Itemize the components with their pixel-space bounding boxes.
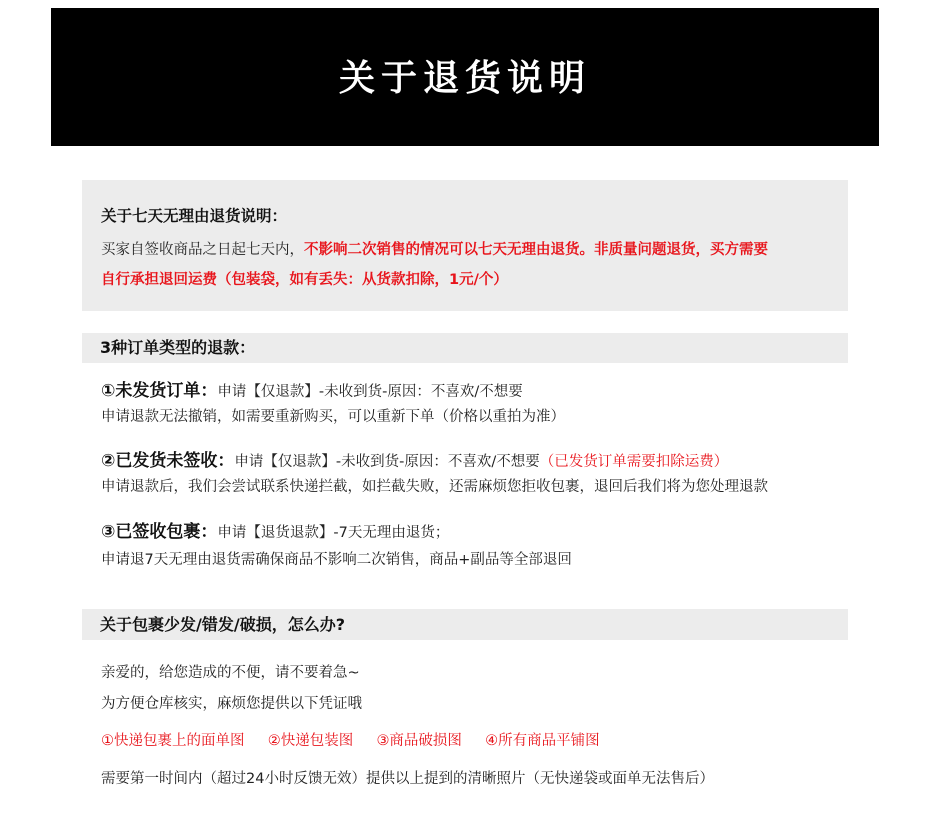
- evidence-request-line: 为方便仓库核实，麻烦您提供以下凭证哦: [101, 696, 362, 712]
- refund-type-2-line1: [101, 446, 728, 471]
- refund-type-1-line2: 申请退款无法撤销，如需要重新购买，可以重新下单（价格以重拍为准）: [101, 409, 565, 425]
- refund-type-1-title: ①未发货订单：: [101, 381, 218, 401]
- refund-type-1-line1: [101, 376, 523, 401]
- seven-day-return-line1: [101, 238, 768, 259]
- deadline-notice: 需要第一时间内（超过24小时反馈无效）提供以上提到的清晰照片（无快递袋或面单无法售后）: [101, 771, 714, 787]
- refund-type-2-title: ②已发货未签收：: [101, 451, 235, 471]
- refund-type-3-desc: 申请【退货退款】-7天无理由退货；: [217, 525, 450, 541]
- refund-type-2-desc: 申请【仅退款】-未收到货-原因：不喜欢/不想要: [234, 454, 540, 470]
- refund-type-3-line2: 申请退7天无理由退货需确保商品不影响二次销售，商品+副品等全部退回: [101, 552, 572, 568]
- seven-day-return-highlight: 不影响二次销售的情况可以七天无理由退货。非质量问题退货，买方需要: [304, 242, 768, 258]
- refund-type-2-line2: 申请退款后，我们会尝试联系快递拦截，如拦截失败，还需麻烦您拒收包裹，退回后我们将为您处理退款: [101, 479, 768, 495]
- refund-type-3-line1: [101, 517, 449, 542]
- evidence-item-all-products: ④所有商品平铺图: [485, 733, 600, 749]
- evidence-list: [101, 729, 600, 750]
- apology-line: 亲爱的，给您造成的不便，请不要着急~: [101, 665, 360, 681]
- title-banner: [51, 8, 879, 146]
- refund-type-1-desc: 申请【仅退款】-未收到货-原因：不喜欢/不想要: [217, 384, 523, 400]
- return-shipping-note: 自行承担退回运费（包装袋，如有丢失：从货款扣除，1元/个）: [101, 272, 508, 288]
- seven-day-return-heading: 关于七天无理由退货说明：: [101, 207, 288, 225]
- damaged-package-heading: 关于包裹少发/错发/破损，怎么办?: [82, 609, 848, 640]
- evidence-item-waybill: ①快递包裹上的面单图: [101, 733, 245, 749]
- seven-day-return-text: 买家自签收商品之日起七天内，: [101, 242, 304, 258]
- refund-type-2-note: （已发货订单需要扣除运费）: [539, 454, 729, 470]
- refund-type-3-title: ③已签收包裹：: [101, 522, 218, 542]
- evidence-item-package: ②快递包装图: [267, 733, 354, 749]
- refund-types-heading: 3种订单类型的退款：: [82, 333, 848, 363]
- page-title: 关于退货说明: [338, 57, 591, 99]
- evidence-item-damage: ③商品破损图: [376, 733, 462, 749]
